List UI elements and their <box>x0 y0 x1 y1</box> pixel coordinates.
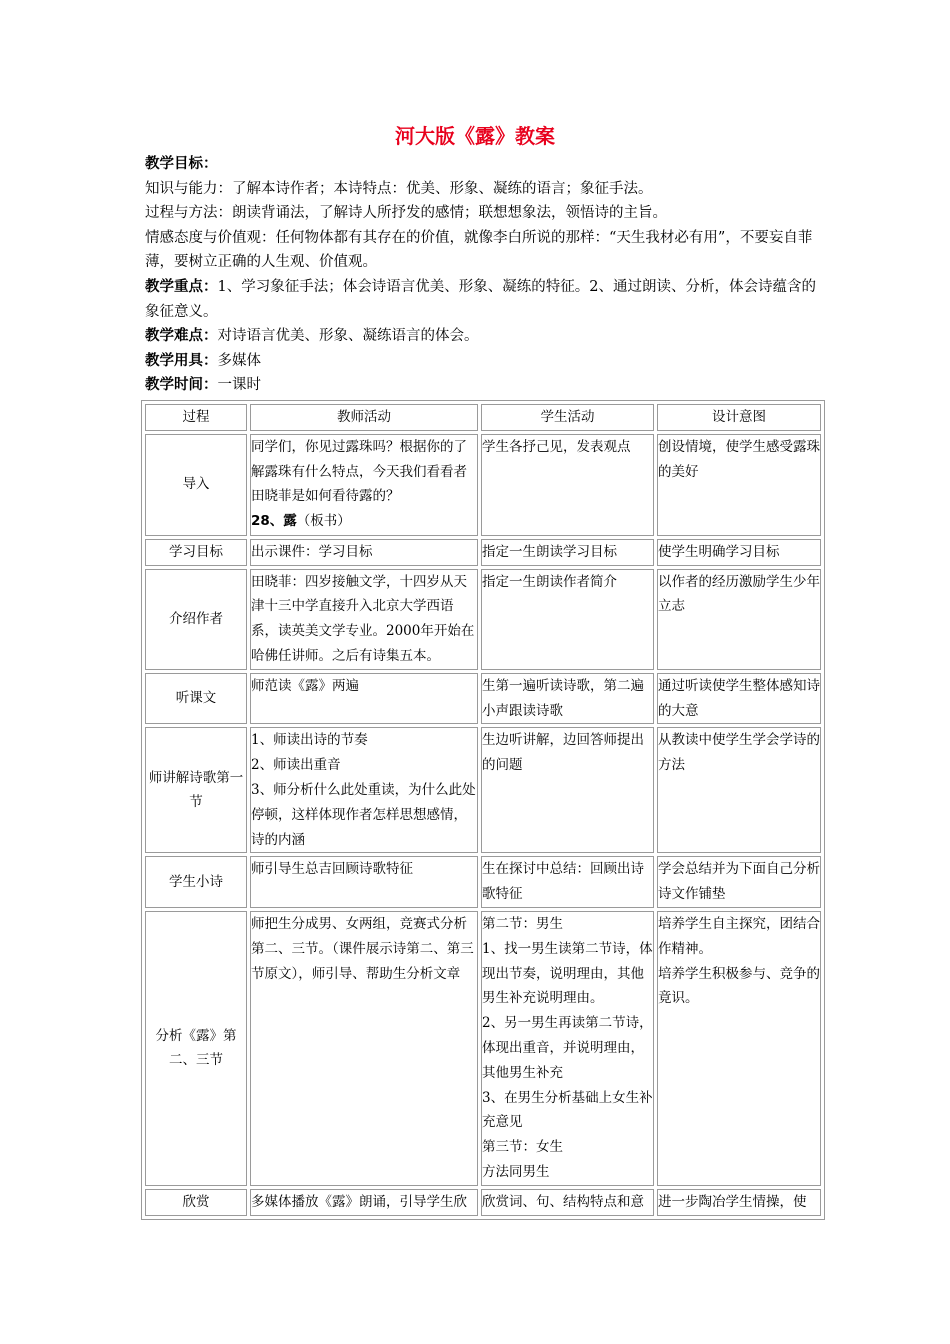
stage-cell: 听课文 <box>145 673 247 725</box>
intent-text: 培养学生自主探究，团结合作精神。 <box>658 915 820 957</box>
tools <box>145 349 820 374</box>
tools-label: 教学用具： <box>145 352 218 369</box>
student-cell <box>481 1189 654 1216</box>
student-text: 指定一生朗读作者简介 <box>482 573 617 590</box>
intent-text: 创设情境，使学生感受露珠的美好 <box>658 438 820 480</box>
student-cell <box>481 727 654 853</box>
teacher-cell <box>250 727 478 853</box>
stage-cell: 介绍作者 <box>145 569 247 670</box>
intent-text: 使学生明确学习目标 <box>658 543 780 560</box>
table-row <box>145 673 821 725</box>
intent-cell <box>657 911 821 1186</box>
stage-cell: 学生小诗 <box>145 856 247 908</box>
student-text: 1、找一男生读第二节诗，体现出节奏，说明理由，其他男生补充说明理由。 <box>482 940 653 1007</box>
teacher-cell <box>250 434 478 536</box>
stage-cell: 师讲解诗歌第一节 <box>145 727 247 853</box>
table-row <box>145 727 821 853</box>
teacher-text: 多媒体播放《露》朗诵，引导学生欣 <box>251 1193 467 1210</box>
difficulty <box>145 324 820 349</box>
student-text: 3、在男生分析基础上女生补充意见 <box>482 1089 653 1131</box>
objective-process: 过程与方法：朗读背诵法，了解诗人所抒发的感情；联想想象法，领悟诗的主旨。 <box>145 205 667 222</box>
intent-cell <box>657 1189 821 1216</box>
student-text: 第二节：男生 <box>482 915 563 932</box>
difficulty-label: 教学难点： <box>145 328 218 345</box>
intent-cell <box>657 539 821 566</box>
document-title: 河大版《露》教案 <box>395 124 555 148</box>
stage-cell: 分析《露》第二、三节 <box>145 911 247 1186</box>
table-row <box>145 1189 821 1216</box>
student-text: 2、另一男生再读第二节诗，体现出重音，并说明理由，其他男生补充 <box>482 1015 653 1081</box>
student-cell <box>481 856 654 908</box>
stage-cell: 学习目标 <box>145 539 247 566</box>
teacher-text: 同学们，你见过露珠吗？根据你的了解露珠有什么特点，今天我们看看者田晓菲是如何看待露的？ <box>251 438 467 505</box>
teacher-text: 师把生分成男、女两组，竞赛式分析第二、三节。（课件展示诗第二、第三节原文），师引导、帮助生分析文章 <box>251 915 474 982</box>
teacher-cell <box>250 539 478 566</box>
stage-cell: 欣赏 <box>145 1189 247 1216</box>
teacher-cell <box>250 856 478 908</box>
board-title <box>251 509 477 534</box>
teacher-cell <box>250 911 478 1186</box>
teacher-text: 田晓菲：四岁接触文学，十四岁从天津十三中学直接升入北京大学西语系，读英美文学专业。2000年开始在哈佛任讲师。之后有诗集五本。 <box>251 573 475 664</box>
time-text: 一课时 <box>217 377 261 394</box>
student-cell <box>481 673 654 725</box>
table-row <box>145 539 821 566</box>
table-row <box>145 434 821 536</box>
intent-cell <box>657 673 821 725</box>
student-cell <box>481 569 654 670</box>
student-text: 学生各抒己见，发表观点 <box>482 438 631 455</box>
difficulty-text: 对诗语言优美、形象、凝练语言的体会。 <box>217 328 479 345</box>
lesson-process-table <box>141 400 825 1220</box>
intent-text: 学会总结并为下面自己分析诗文作铺垫 <box>658 861 820 903</box>
student-cell <box>481 539 654 566</box>
objectives-heading: 教学目标： <box>145 156 218 172</box>
student-text: 第三节：女生 <box>482 1139 563 1156</box>
teacher-cell <box>250 673 478 725</box>
teacher-cell <box>250 1189 478 1216</box>
student-text: 生边听讲解，边回答师提出的问题 <box>482 732 644 774</box>
table-row <box>145 911 821 1186</box>
teacher-text: 3、师分析什么此处重读，为什么此处停顿，这样体现作者怎样思想感情，诗的内涵 <box>251 781 476 848</box>
table-row <box>145 856 821 908</box>
teacher-text: 师范读《露》两遍 <box>251 677 359 694</box>
time-label: 教学时间： <box>145 377 218 394</box>
table-header-row <box>145 404 821 431</box>
teacher-text: 师引导生总吉回顾诗歌特征 <box>251 861 413 878</box>
teacher-cell <box>250 569 478 670</box>
table-row <box>145 569 821 670</box>
header-intent: 设计意图 <box>657 404 821 431</box>
student-text: 欣赏词、句、结构特点和意 <box>482 1193 644 1210</box>
student-cell <box>481 434 654 536</box>
intent-text: 培养学生积极参与、竞争的竟识。 <box>658 965 820 1007</box>
board-note: （板书） <box>296 513 351 530</box>
intent-cell <box>657 727 821 853</box>
key-points-text: 1、学习象征手法；体会诗语言优美、形象、凝练的特征。2、通过朗读、分析，体会诗蕴含的象征意义。 <box>145 278 816 320</box>
lesson-overview <box>145 152 820 398</box>
header-stage: 过程 <box>145 404 247 431</box>
intent-text: 进一步陶冶学生情操，使 <box>658 1193 807 1210</box>
student-cell <box>481 911 654 1186</box>
board-title-bold: 28、露 <box>251 513 297 530</box>
key-points <box>145 275 820 324</box>
tools-text: 多媒体 <box>217 352 261 369</box>
intent-text: 以作者的经历激励学生少年立志 <box>658 573 820 615</box>
student-text: 生在探讨中总结：回顾出诗歌特征 <box>482 861 644 903</box>
student-text: 指定一生朗读学习目标 <box>482 543 617 560</box>
objective-knowledge: 知识与能力：了解本诗作者；本诗特点：优美、形象、凝练的语言；象征手法。 <box>145 180 653 197</box>
objective-values: 情感态度与价值观：任何物体都有其存在的价值，就像李白所说的那样：“天生我材必有用”，不要妄自菲薄，要树立正确的人生观、价值观。 <box>145 229 813 271</box>
teacher-text: 2、师读出重音 <box>251 757 341 774</box>
intent-text: 通过听读使学生整体感知诗的大意 <box>658 677 820 719</box>
header-student: 学生活动 <box>481 404 654 431</box>
intent-cell <box>657 856 821 908</box>
intent-cell <box>657 569 821 670</box>
time <box>145 373 820 398</box>
student-text: 方法同男生 <box>482 1163 550 1180</box>
key-points-label: 教学重点： <box>145 278 218 295</box>
student-text: 生第一遍听读诗歌，第二遍小声跟读诗歌 <box>482 677 644 719</box>
teacher-text: 出示课件：学习目标 <box>251 543 373 560</box>
stage-cell: 导入 <box>145 434 247 536</box>
intent-cell <box>657 434 821 536</box>
intent-text: 从教读中使学生学会学诗的方法 <box>658 732 820 774</box>
header-teacher: 教师活动 <box>250 404 478 431</box>
teacher-text: 1、师读出诗的节奏 <box>251 732 368 749</box>
